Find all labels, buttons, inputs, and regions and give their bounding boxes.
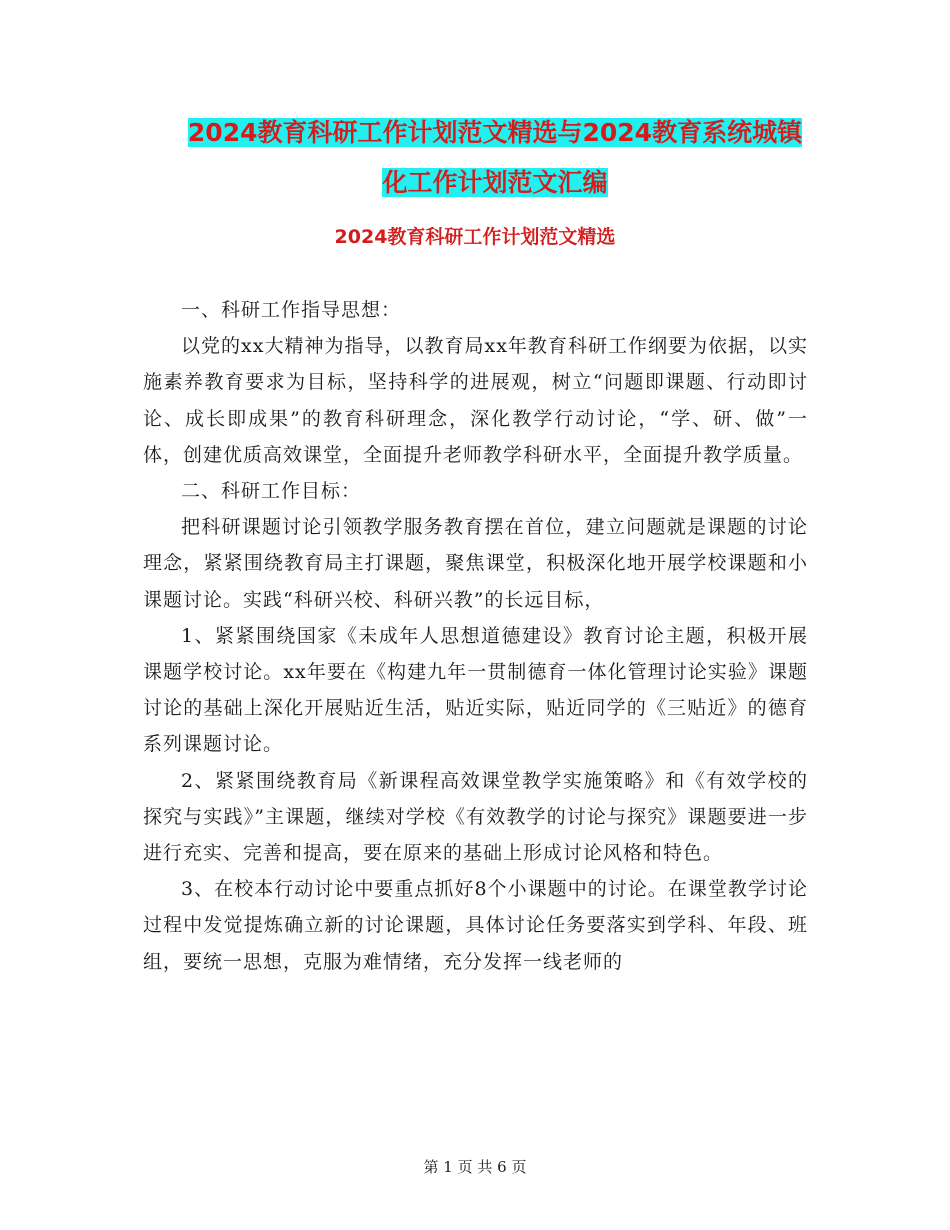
heading-work-goals: 二、科研工作目标： <box>181 480 362 503</box>
paragraph-work-goals: 把科研课题讨论引领教学服务教育摆在首位，建立问题就是课题的讨论理念，紧紧围绕教育局主打课题，聚焦课堂，积极深化地开展学校课题和小课题讨论。实践“科研兴校、科研兴教”的长远目标， <box>143 516 808 611</box>
section-title: 2024教育科研工作计划范文精选 <box>334 226 616 248</box>
paragraph-guiding-ideology: 以党的xx大精神为指导，以教育局xx年教育科研工作纲要为依据，以实施素养教育要求为目标，坚持科学的进展观，树立“问题即课题、行动即讨论、成长即成果”的教育科研理念，深化教学行动讨论，“学、研、做”一体，创建优质高效课堂，全面提升老师教学科研水平，全面提升教学质量。 <box>143 335 808 466</box>
paragraph-item-2: 2、紧紧围绕教育局《新课程高效课堂教学实施策略》和《有效学校的探究与实践》”主课题，继续对学校《有效教学的讨论与探究》课题要进一步进行充实、完善和提高，要在原来的基础上形成讨论风格和特色。 <box>143 769 808 865</box>
document-body <box>143 292 808 980</box>
document-title <box>140 108 850 208</box>
paragraph-item-3: 3、在校本行动讨论中要重点抓好8个小课题中的讨论。在课堂教学讨论过程中发觉提炼确立新的讨论课题，具体讨论任务要落实到学科、年段、班组，要统一思想，克服为难情绪，充分发挥一线老师的 <box>143 878 808 973</box>
title-line-1: 2024教育科研工作计划范文精选与2024教育系统城镇 <box>187 118 803 147</box>
title-line-2: 化工作计划范文汇编 <box>382 168 608 197</box>
heading-guiding-ideology: 一、科研工作指导思想： <box>181 299 402 321</box>
page-footer: 第 1 页 共 6 页 <box>423 1158 527 1176</box>
paragraph-item-1: 1、紧紧围绕国家《未成年人思想道德建设》教育讨论主题，积极开展课题学校讨论。xx年要在《构建九年一贯制德育一体化管理讨论实验》课题讨论的基础上深化开展贴近生活，贴近实际，贴近同学的《三贴近》的德育系列课题讨论。 <box>143 624 808 756</box>
